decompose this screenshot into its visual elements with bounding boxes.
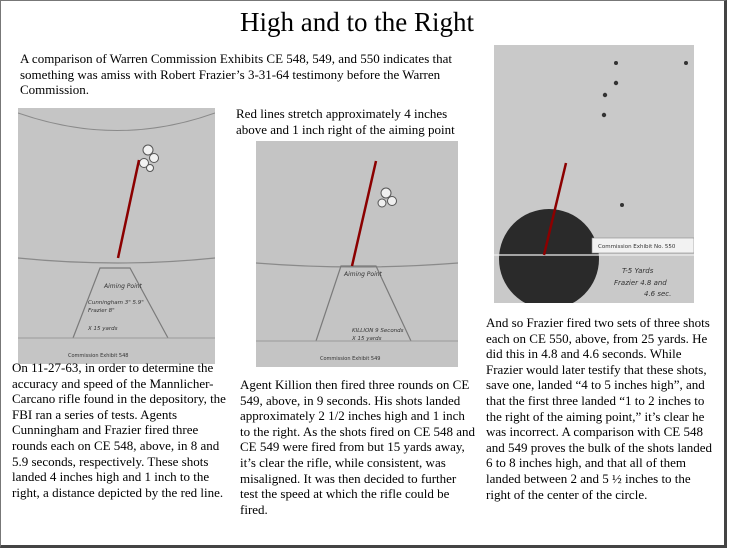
svg-text:Aiming Point: Aiming Point bbox=[104, 283, 142, 290]
svg-text:X 15 yards: X 15 yards bbox=[352, 336, 382, 342]
svg-text:Commission Exhibit No. 550: Commission Exhibit No. 550 bbox=[598, 244, 676, 250]
ce548-target-photo bbox=[18, 108, 215, 364]
intro-paragraph: A comparison of Warren Commission Exhibits CE 548, 549, and 550 indicates that something was amiss with Robert Frazier’s 3-31-64 testimony before the Warren Commission. bbox=[20, 51, 452, 98]
svg-text:Frazier 8": Frazier 8" bbox=[88, 308, 115, 314]
svg-text:KILLION 9 Seconds: KILLION 9 Seconds bbox=[352, 328, 404, 334]
svg-text:T-5 Yards: T-5 Yards bbox=[622, 267, 654, 275]
svg-text:Commission Exhibit 548: Commission Exhibit 548 bbox=[68, 353, 129, 359]
svg-text:Aiming Point: Aiming Point bbox=[344, 271, 382, 278]
svg-text:Frazier 4.8 and: Frazier 4.8 and bbox=[614, 279, 667, 287]
ce548-description: On 11-27-63, in order to determine the accuracy and speed of the Mannlicher-Carcano rifle found in the depository, the FBI ran a series of tests. Agents Cunningham and Frazier fired three rounds each on CE 548, above, in 8 and 5.9 seconds, respectively. These shots landed 4 inches high and 1 inch to the right, a distance depicted by the red line. bbox=[12, 360, 226, 500]
ce550-target-photo bbox=[494, 45, 694, 303]
red-lines-note: Red lines stretch approximately 4 inches above and 1 inch right of the aiming point bbox=[236, 106, 455, 137]
page-title: High and to the Right bbox=[240, 7, 474, 37]
svg-text:Cunningham 3" 5.9": Cunningham 3" 5.9" bbox=[88, 300, 144, 306]
svg-text:X 15 yards: X 15 yards bbox=[88, 326, 118, 332]
svg-text:4.6 sec.: 4.6 sec. bbox=[644, 290, 672, 298]
ce549-target-photo bbox=[256, 141, 458, 367]
ce549-description: Agent Killion then fired three rounds on CE 549, above, in 9 seconds. His shots landed approximately 2 1/2 inches high and 1 inch to the right. As the shots fired on CE 548 and CE 549 were fired from but 15 yards away, it’s clear the rifle, while consistent, was misaligned. It was then decided to further test the speed at which the rifle could be fired. bbox=[240, 377, 476, 517]
svg-text:Commission Exhibit 549: Commission Exhibit 549 bbox=[320, 356, 381, 362]
ce550-description: And so Frazier fired two sets of three shots each on CE 550, above, from 25 yards. He did this in 4.8 and 4.6 seconds. While Frazier would later testify that these shots, save one, landed “4 to 5 inches high”, and that the first three landed “1 to 2 inches to the right of the aiming point,” it’s clear he was incorrect. A comparison with CE 548 and 549 proves the bulk of the shots landed 6 to 8 inches high, and that all of them landed between 2 and 5 ½ inches to the right of the center of the circle. bbox=[486, 315, 713, 502]
